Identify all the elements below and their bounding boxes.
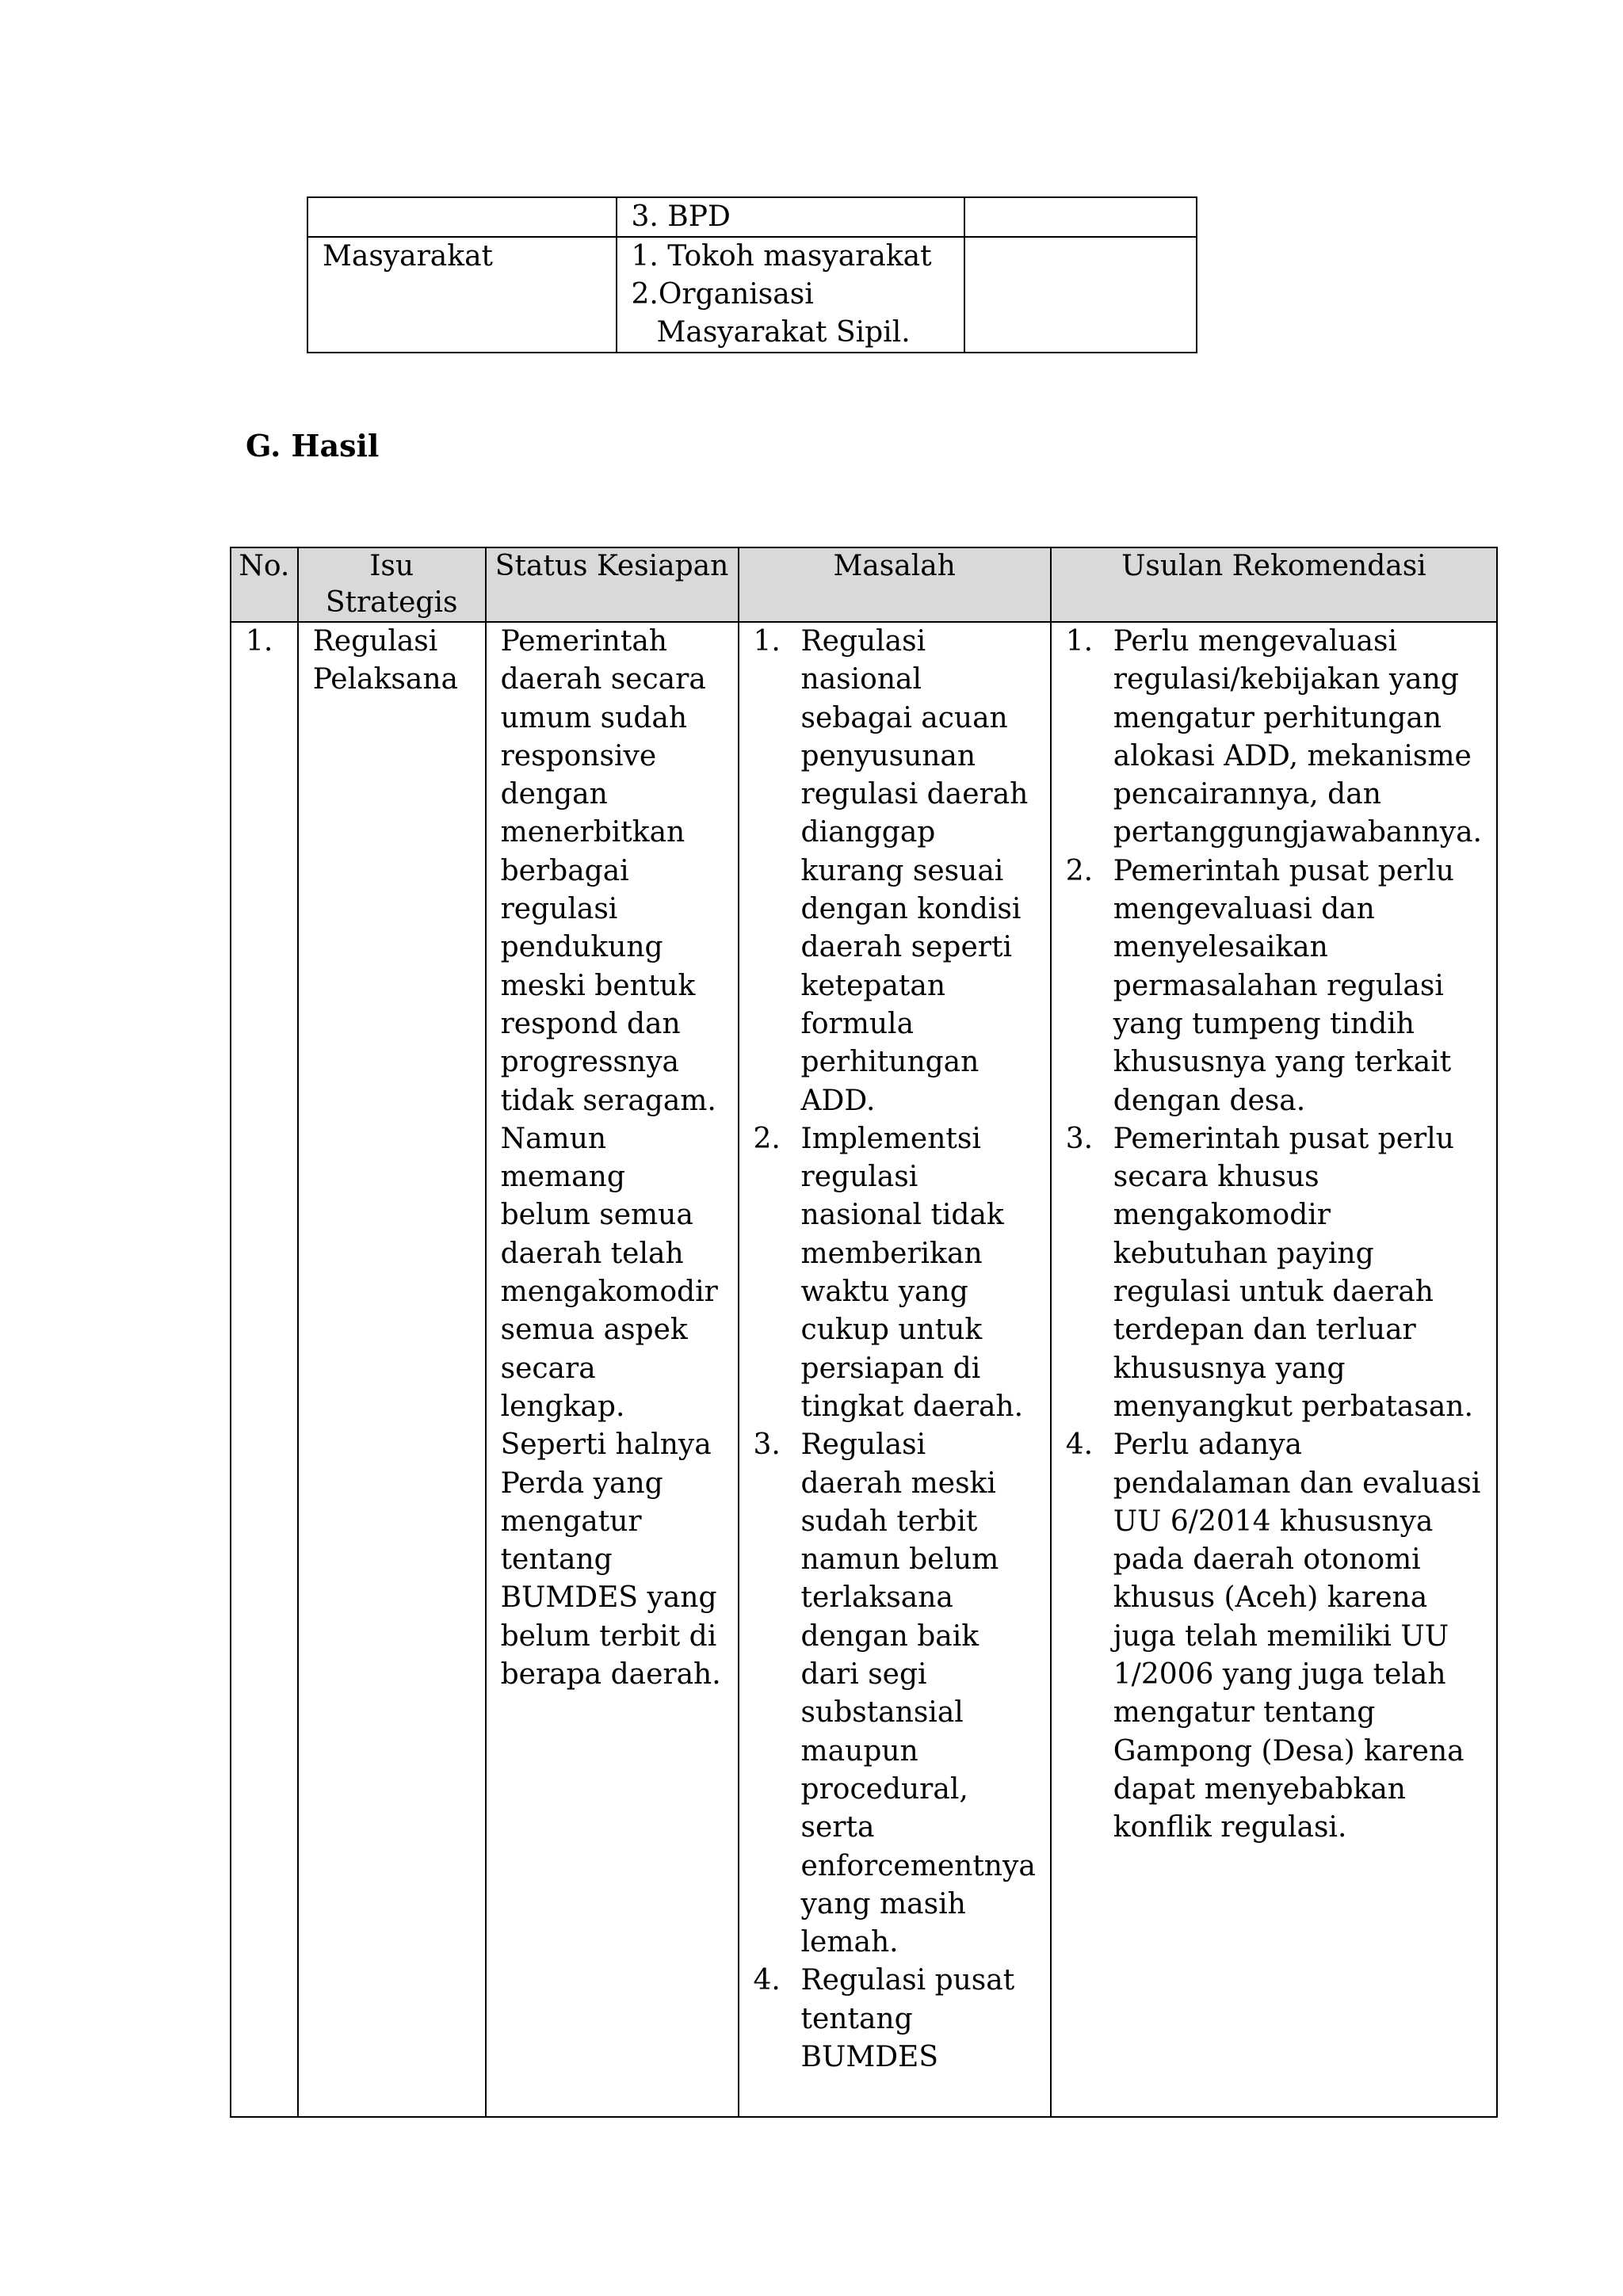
list-number: 2. (1065, 854, 1094, 887)
cell-line: Masyarakat Sipil. (656, 316, 911, 349)
stakeholder-table (307, 196, 1197, 353)
table-row (307, 237, 1197, 353)
table-cell (617, 197, 964, 237)
cell-usulan (1051, 622, 1497, 2117)
list-number: 1. (1065, 625, 1094, 658)
cell-status: Pemerintah daerah secara umum sudah responsive dengan menerbitkan berbagai regulasi pendukung meski bentuk respond dan progressnya tidak seragam. Namun memang belum semua daerah telah mengakomodir semua aspek secara lengkap. Seperti halnya Perda yang mengatur tentang BUMDES yang belum terbit di berapa daerah. (486, 622, 739, 2117)
list-number: 4. (753, 1964, 781, 1997)
list-item (754, 1426, 1036, 1962)
cell-isu: Regulasi Pelaksana (298, 622, 486, 2117)
list-item (1066, 1426, 1482, 1847)
table-cell (617, 237, 964, 353)
table-cell: Masyarakat (307, 237, 617, 353)
list-text: Regulasi nasional sebagai acuan penyusunan regulasi daerah dianggap kurang sesuai dengan kondisi daerah seperti ketepatan formula perhitungan ADD. (800, 625, 1029, 1117)
list-item (754, 1120, 1036, 1426)
list-number: 3. (753, 1428, 781, 1462)
list-item (1066, 623, 1482, 852)
table-header-row (231, 547, 1497, 622)
column-header-no: No. (231, 547, 298, 622)
table-cell (964, 237, 1197, 353)
cell-masalah (739, 622, 1051, 2117)
list-item (1066, 1120, 1482, 1426)
list-text: Regulasi daerah meski sudah terbit namun belum terlaksana dengan baik dari segi substansial maupun procedural, serta enforcementnya yang masih lemah. (800, 1428, 1036, 1959)
column-header-isu: Isu Strategis (298, 547, 486, 622)
table-cell (307, 197, 617, 237)
section-heading: G. Hasil (246, 428, 380, 463)
list-text: Pemerintah pusat perlu mengevaluasi dan menyelesaikan permasalahan regulasi yang tumpeng tindih khususnya yang terkait dengan desa. (1113, 854, 1454, 1117)
list-text: Pemerintah pusat perlu secara khusus mengakomodir kebutuhan paying regulasi untuk daerah terdepan dan terluar khususnya yang menyangkut perbatasan. (1113, 1122, 1473, 1423)
list-text: Implementsi regulasi nasional tidak memberikan waktu yang cukup untuk persiapan di tingkat daerah. (800, 1122, 1024, 1423)
usulan-list (1066, 623, 1482, 1848)
masalah-list (754, 623, 1036, 2077)
cell-line: 3. BPD (631, 200, 731, 233)
list-item (754, 1962, 1036, 2077)
column-header-status: Status Kesiapan (486, 547, 739, 622)
list-number: 4. (1065, 1428, 1094, 1462)
table-cell (964, 197, 1197, 237)
list-text: Perlu mengevaluasi regulasi/kebijakan yang mengatur perhitungan alokasi ADD, mekanisme pencairannya, dan pertanggungjawabannya. (1113, 625, 1482, 849)
list-text: Regulasi pusat tentang BUMDES (800, 1964, 1015, 2073)
list-item (1066, 852, 1482, 1120)
list-number: 2. (753, 1122, 781, 1155)
cell-line: 2.Organisasi (631, 278, 814, 311)
results-table (230, 547, 1498, 2118)
list-number: 3. (1065, 1122, 1094, 1155)
column-header-masalah: Masalah (739, 547, 1051, 622)
table-row (231, 622, 1497, 2117)
list-item (754, 623, 1036, 1120)
cell-line: 1. Tokoh masyarakat (631, 240, 932, 273)
table-row (307, 197, 1197, 237)
cell-no: 1. (231, 622, 298, 2117)
column-header-usulan: Usulan Rekomendasi (1051, 547, 1497, 622)
list-text: Perlu adanya pendalaman dan evaluasi UU 6/2014 khususnya pada daerah otonomi khusus (Aceh) karena juga telah memiliki UU 1/2006 yang juga telah mengatur tentang Gampong (Desa) karena dapat menyebabkan konflik regulasi. (1113, 1428, 1481, 1844)
list-number: 1. (753, 625, 781, 658)
